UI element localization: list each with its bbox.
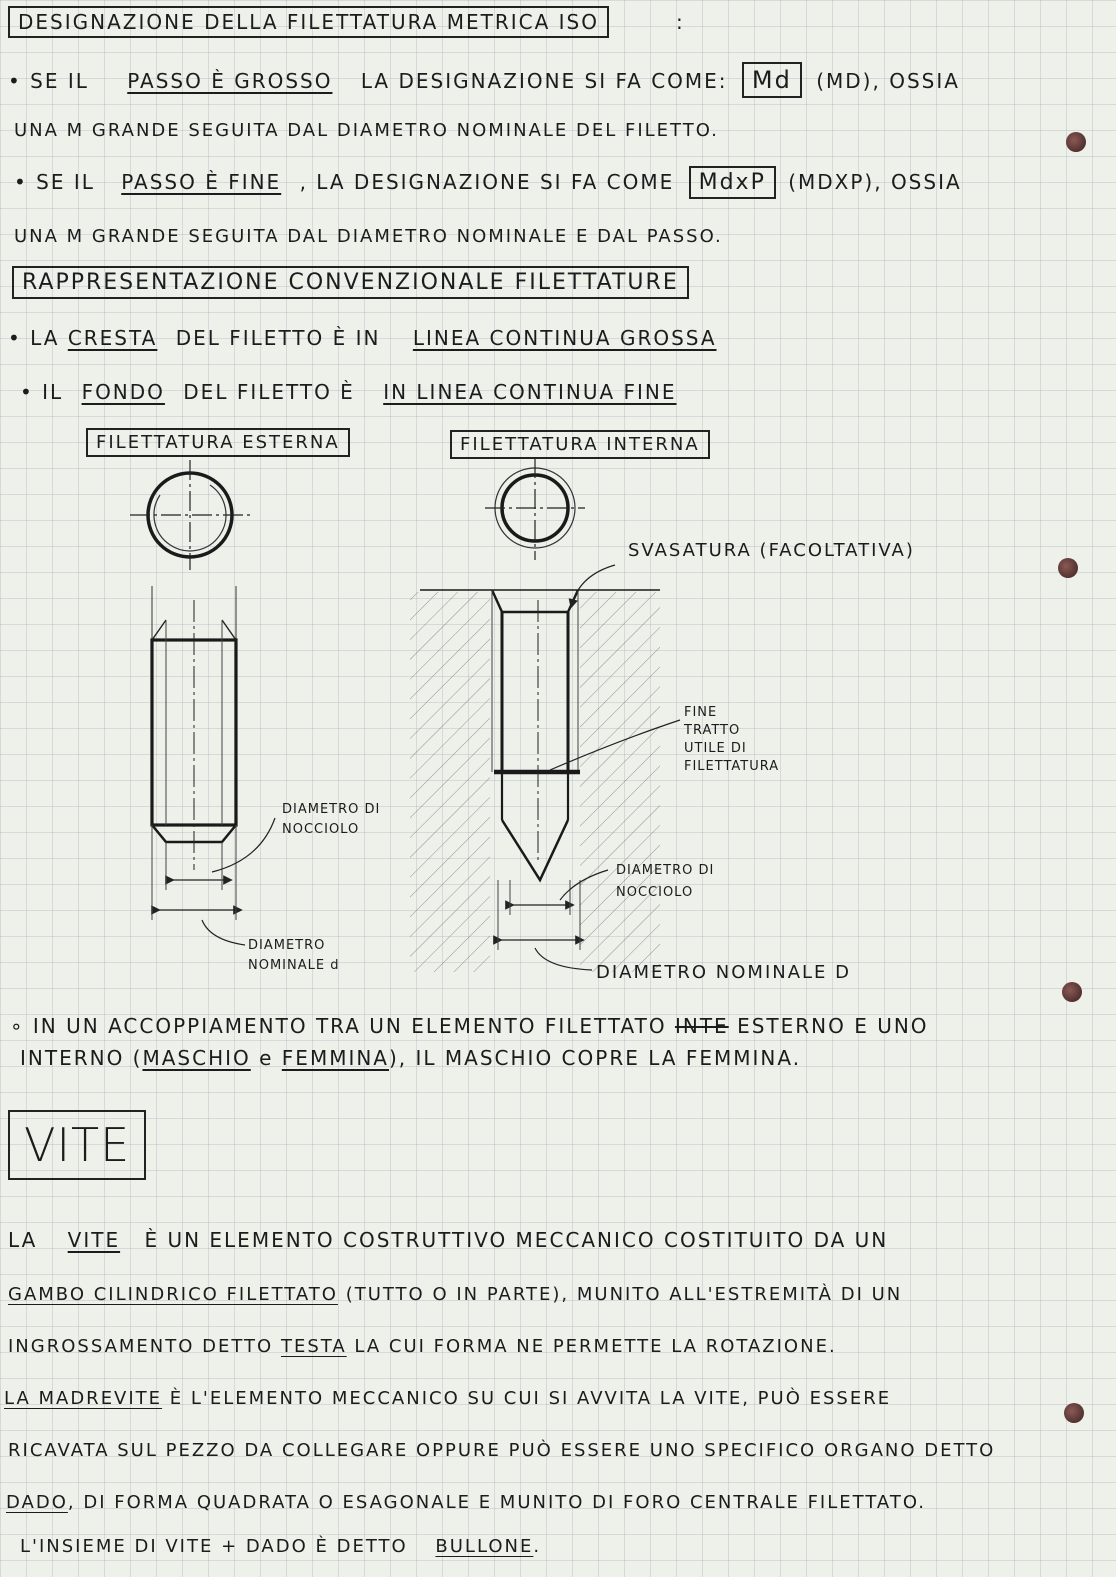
label-external-thread: FILETTATURA ESTERNA (86, 428, 350, 457)
label-nominal-diameter-external: DIAMETRO NOMINALE d (248, 938, 340, 973)
line-root: • IL FONDO DEL FILETTO È IN LINEA CONTINUA FINE (20, 380, 677, 404)
heading-representation: RAPPRESENTAZIONE CONVENZIONALE FILETTATURE (12, 266, 689, 299)
line-coupling-2: INTERNO (MASCHIO e FEMMINA), IL MASCHIO COPRE LA FEMMINA. (20, 1046, 802, 1070)
heading-colon: : (676, 10, 685, 34)
internal-section-view (410, 565, 680, 972)
vite-paragraph-line-3: INGROSSAMENTO DETTO TESTA LA CUI FORMA NE PERMETTE LA ROTAZIONE. (8, 1336, 837, 1357)
heading-designation: DESIGNAZIONE DELLA FILETTATURA METRICA ISO (8, 6, 609, 38)
line-crest: • LA CRESTA DEL FILETTO È IN LINEA CONTINUA GROSSA (8, 326, 717, 350)
line-coupling-1: ∘ IN UN ACCOPPIAMENTO TRA UN ELEMENTO FILETTATO INTE ESTERNO E UNO (10, 1014, 929, 1038)
vite-paragraph-line-7: L'INSIEME DI VITE + DADO È DETTO BULLONE. (20, 1536, 542, 1557)
heading-vite: VITE (8, 1110, 146, 1180)
label-internal-thread: FILETTATURA INTERNA (450, 430, 710, 459)
external-side-view (152, 586, 275, 945)
internal-end-view (485, 458, 585, 560)
line-coarse-explain: UNA M GRANDE SEGUITA DAL DIAMETRO NOMINALE DEL FILETTO. (14, 120, 719, 141)
vite-paragraph-line-1: LA VITE È UN ELEMENTO COSTRUTTIVO MECCANICO COSTITUITO DA UN (8, 1228, 889, 1252)
vite-paragraph-line-2: GAMBO CILINDRICO FILETTATO (TUTTO O IN PARTE), MUNITO ALL'ESTREMITÀ DI UN (8, 1284, 903, 1305)
external-end-view (130, 460, 250, 570)
line-fine-pitch: • SE IL PASSO È FINE , LA DESIGNAZIONE SI FA COME MdxP (MDXP), OSSIA (14, 170, 962, 195)
line-fine-explain: UNA M GRANDE SEGUITA DAL DIAMETRO NOMINALE E DAL PASSO. (14, 226, 723, 247)
vite-paragraph-line-6: DADO, DI FORMA QUADRATA O ESAGONALE E MUNITO DI FORO CENTRALE FILETTATO. (6, 1492, 926, 1513)
label-countersink: SVASATURA (FACOLTATIVA) (628, 540, 915, 561)
binder-hole (1064, 1403, 1084, 1423)
label-core-diameter-external: DIAMETRO DI NOCCIOLO (282, 802, 381, 837)
vite-paragraph-line-4: LA MADREVITE È L'ELEMENTO MECCANICO SU CUI SI AVVITA LA VITE, PUÒ ESSERE (4, 1388, 892, 1409)
label-end-useful-thread: FINE TRATTO UTILE DI FILETTATURA (684, 705, 780, 774)
line-coarse-pitch: • SE IL PASSO È GROSSO LA DESIGNAZIONE SI FA COME: Md (MD), OSSIA (8, 66, 960, 94)
vite-paragraph-line-5: RICAVATA SUL PEZZO DA COLLEGARE OPPURE PUÒ ESSERE UNO SPECIFICO ORGANO DETTO (8, 1440, 996, 1461)
label-nominal-diameter-internal: DIAMETRO NOMINALE D (596, 962, 852, 983)
label-core-diameter-internal: DIAMETRO DI NOCCIOLO (616, 863, 715, 900)
